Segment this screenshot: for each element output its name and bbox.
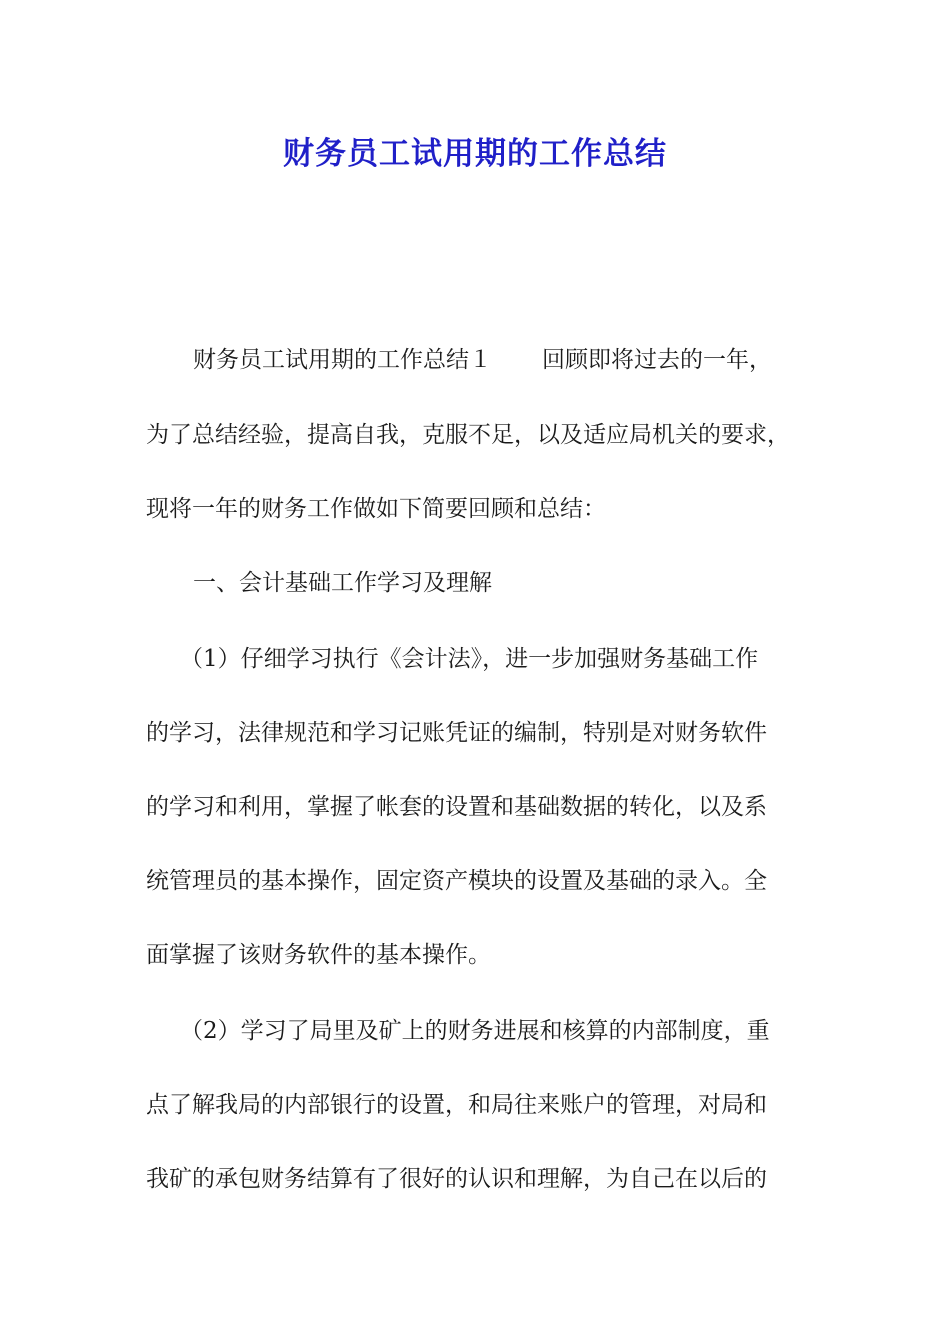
section-heading: 一、会计基础工作学习及理解 xyxy=(193,570,492,596)
paragraph-line-5: （1）仔细学习执行《会计法》，进一步加强财务基础工作 xyxy=(180,646,759,672)
intro-text: 回顾即将过去的一年， xyxy=(542,347,772,373)
section-heading-1: 财务员工试用期的工作总结１ xyxy=(193,347,492,373)
paragraph-line-8: 统管理员的基本操作，固定资产模块的设置及基础的录入。全 xyxy=(146,868,767,894)
document-title: 财务员工试用期的工作总结 xyxy=(283,136,667,172)
paragraph-line-7: 的学习和利用，掌握了帐套的设置和基础数据的转化，以及系 xyxy=(146,794,767,820)
paragraph-line-9: 面掌握了该财务软件的基本操作。 xyxy=(146,942,491,968)
paragraph-line-1 xyxy=(193,345,873,375)
paragraph-line-10: （2）学习了局里及矿上的财务进展和核算的内部制度，重 xyxy=(180,1018,770,1044)
paragraph-line-6: 的学习，法律规范和学习记账凭证的编制，特别是对财务软件 xyxy=(146,720,767,746)
paragraph-line-11: 点了解我局的内部银行的设置，和局往来账户的管理，对局和 xyxy=(146,1092,767,1118)
paragraph-line-12: 我矿的承包财务结算有了很好的认识和理解，为自己在以后的 xyxy=(146,1166,767,1192)
paragraph-line-3: 现将一年的财务工作做如下简要回顾和总结： xyxy=(146,496,606,522)
paragraph-line-2: 为了总结经验，提高自我，克服不足，以及适应局机关的要求， xyxy=(146,422,790,448)
